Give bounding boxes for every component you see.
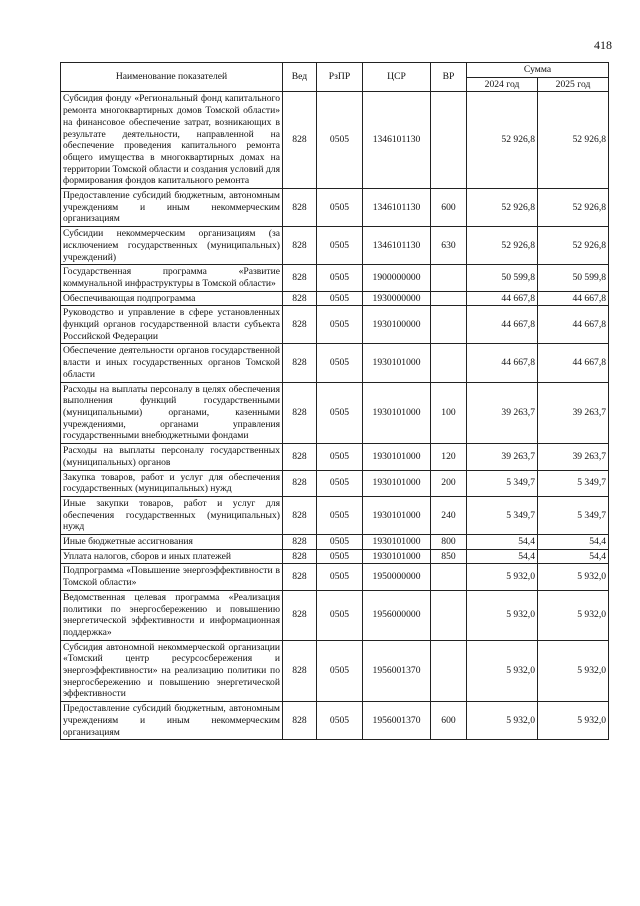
cell-rzpr: 0505 <box>317 564 363 590</box>
cell-ved: 828 <box>283 382 317 444</box>
cell-ved: 828 <box>283 590 317 640</box>
cell-sum-2024: 5 932,0 <box>467 640 538 702</box>
header-row <box>61 63 609 78</box>
cell-csr: 1930100000 <box>363 306 431 344</box>
table-row <box>61 189 609 227</box>
table-row <box>61 444 609 470</box>
header-name: Наименование показателей <box>61 63 283 92</box>
cell-sum-2025: 5 932,0 <box>538 702 609 740</box>
cell-csr: 1930101000 <box>363 344 431 382</box>
cell-sum-2025: 54,4 <box>538 535 609 550</box>
cell-sum-2024: 5 349,7 <box>467 470 538 496</box>
cell-sum-2025: 52 926,8 <box>538 227 609 265</box>
header-year-2025: 2025 год <box>538 77 609 92</box>
cell-rzpr: 0505 <box>317 496 363 534</box>
cell-rzpr: 0505 <box>317 702 363 740</box>
cell-sum-2025: 39 263,7 <box>538 444 609 470</box>
table-row <box>61 92 609 189</box>
cell-rzpr: 0505 <box>317 344 363 382</box>
cell-vr <box>431 564 467 590</box>
cell-name: Ведомственная целевая программа «Реализация политики по энергосбережению и повышению энергетической эффективности и информационная поддержка» <box>61 590 283 640</box>
cell-ved: 828 <box>283 344 317 382</box>
cell-csr: 1930101000 <box>363 444 431 470</box>
table-row <box>61 227 609 265</box>
cell-csr: 1930000000 <box>363 291 431 306</box>
cell-name: Закупка товаров, работ и услуг для обеспечения государственных (муниципальных) нужд <box>61 470 283 496</box>
cell-vr: 800 <box>431 535 467 550</box>
cell-vr: 630 <box>431 227 467 265</box>
cell-ved: 828 <box>283 564 317 590</box>
cell-rzpr: 0505 <box>317 382 363 444</box>
cell-sum-2025: 5 932,0 <box>538 590 609 640</box>
table-row <box>61 640 609 702</box>
cell-ved: 828 <box>283 92 317 189</box>
table-row <box>61 306 609 344</box>
header-ved: Вед <box>283 63 317 92</box>
cell-ved: 828 <box>283 265 317 291</box>
cell-vr: 850 <box>431 549 467 564</box>
cell-rzpr: 0505 <box>317 227 363 265</box>
cell-sum-2024: 52 926,8 <box>467 92 538 189</box>
cell-rzpr: 0505 <box>317 535 363 550</box>
cell-ved: 828 <box>283 227 317 265</box>
cell-vr <box>431 306 467 344</box>
cell-name: Обеспечение деятельности органов государственной власти и иных государственных органов Томской области <box>61 344 283 382</box>
cell-name: Иные бюджетные ассигнования <box>61 535 283 550</box>
cell-name: Предоставление субсидий бюджетным, автономным учреждениям и иным некоммерческим организациям <box>61 702 283 740</box>
cell-vr: 600 <box>431 189 467 227</box>
table-row <box>61 535 609 550</box>
cell-rzpr: 0505 <box>317 590 363 640</box>
cell-name: Руководство и управление в сфере установленных функций органов государственной власти субъекта Российской Федерации <box>61 306 283 344</box>
cell-vr <box>431 640 467 702</box>
cell-ved: 828 <box>283 444 317 470</box>
table-row <box>61 549 609 564</box>
cell-csr: 1346101130 <box>363 189 431 227</box>
cell-csr: 1930101000 <box>363 549 431 564</box>
table-row <box>61 590 609 640</box>
cell-name: Расходы на выплаты персоналу государственных (муниципальных) органов <box>61 444 283 470</box>
cell-rzpr: 0505 <box>317 640 363 702</box>
cell-sum-2024: 5 349,7 <box>467 496 538 534</box>
cell-rzpr: 0505 <box>317 189 363 227</box>
table-row <box>61 496 609 534</box>
cell-ved: 828 <box>283 470 317 496</box>
cell-csr: 1956000000 <box>363 590 431 640</box>
cell-csr: 1900000000 <box>363 265 431 291</box>
cell-csr: 1930101000 <box>363 470 431 496</box>
cell-ved: 828 <box>283 306 317 344</box>
cell-sum-2024: 39 263,7 <box>467 444 538 470</box>
cell-sum-2024: 50 599,8 <box>467 265 538 291</box>
cell-sum-2025: 39 263,7 <box>538 382 609 444</box>
cell-sum-2025: 54,4 <box>538 549 609 564</box>
cell-csr: 1346101130 <box>363 227 431 265</box>
header-rzpr: РзПР <box>317 63 363 92</box>
cell-sum-2024: 5 932,0 <box>467 590 538 640</box>
cell-sum-2025: 5 349,7 <box>538 496 609 534</box>
cell-name: Государственная программа «Развитие коммунальной инфраструктуры в Томской области» <box>61 265 283 291</box>
cell-ved: 828 <box>283 549 317 564</box>
table-row <box>61 470 609 496</box>
cell-vr: 100 <box>431 382 467 444</box>
cell-sum-2024: 54,4 <box>467 535 538 550</box>
cell-csr: 1930101000 <box>363 496 431 534</box>
cell-vr: 600 <box>431 702 467 740</box>
cell-sum-2024: 52 926,8 <box>467 227 538 265</box>
cell-csr: 1930101000 <box>363 382 431 444</box>
cell-name: Субсидия автономной некоммерческой организации «Томский центр ресурсосбережения и энергоэффективности» на реализацию политики по энергосбережению и повышению энергетической эффективности <box>61 640 283 702</box>
header-csr: ЦСР <box>363 63 431 92</box>
cell-csr: 1950000000 <box>363 564 431 590</box>
cell-name: Субсидия фонду «Региональный фонд капитального ремонта многоквартирных домов Томской области» на финансовое обеспечение затрат, возникающих в результате деятельности, направленной на обеспечение проведения капитального ремонта общего имущества в многоквартирных домах на территории Томской области и создания условий для формирования фондов капитального ремонта <box>61 92 283 189</box>
cell-sum-2024: 5 932,0 <box>467 564 538 590</box>
budget-table <box>60 62 609 740</box>
cell-rzpr: 0505 <box>317 265 363 291</box>
cell-sum-2024: 52 926,8 <box>467 189 538 227</box>
cell-csr: 1956001370 <box>363 640 431 702</box>
cell-rzpr: 0505 <box>317 549 363 564</box>
cell-vr <box>431 344 467 382</box>
cell-rzpr: 0505 <box>317 306 363 344</box>
header-sum: Сумма <box>467 63 609 78</box>
cell-name: Субсидии некоммерческим организациям (за исключением государственных (муниципальных) учреждений) <box>61 227 283 265</box>
cell-sum-2025: 5 932,0 <box>538 640 609 702</box>
cell-rzpr: 0505 <box>317 444 363 470</box>
table-row <box>61 265 609 291</box>
cell-csr: 1956001370 <box>363 702 431 740</box>
header-vr: ВР <box>431 63 467 92</box>
cell-ved: 828 <box>283 535 317 550</box>
cell-vr <box>431 291 467 306</box>
cell-name: Подпрограмма «Повышение энергоэффективности в Томской области» <box>61 564 283 590</box>
table-row <box>61 291 609 306</box>
cell-ved: 828 <box>283 496 317 534</box>
cell-vr <box>431 265 467 291</box>
cell-rzpr: 0505 <box>317 92 363 189</box>
cell-sum-2024: 44 667,8 <box>467 344 538 382</box>
cell-vr: 200 <box>431 470 467 496</box>
table-row <box>61 382 609 444</box>
cell-rzpr: 0505 <box>317 291 363 306</box>
cell-sum-2024: 44 667,8 <box>467 291 538 306</box>
cell-sum-2025: 44 667,8 <box>538 306 609 344</box>
cell-vr: 120 <box>431 444 467 470</box>
cell-sum-2024: 39 263,7 <box>467 382 538 444</box>
cell-ved: 828 <box>283 640 317 702</box>
cell-vr <box>431 590 467 640</box>
page-number: 418 <box>594 38 612 52</box>
cell-name: Иные закупки товаров, работ и услуг для обеспечения государственных (муниципальных) нужд <box>61 496 283 534</box>
cell-vr: 240 <box>431 496 467 534</box>
cell-sum-2025: 44 667,8 <box>538 291 609 306</box>
table-row <box>61 702 609 740</box>
table-row <box>61 564 609 590</box>
cell-sum-2025: 44 667,8 <box>538 344 609 382</box>
cell-name: Предоставление субсидий бюджетным, автономным учреждениям и иным некоммерческим организациям <box>61 189 283 227</box>
cell-vr <box>431 92 467 189</box>
cell-ved: 828 <box>283 291 317 306</box>
cell-csr: 1930101000 <box>363 535 431 550</box>
cell-sum-2025: 50 599,8 <box>538 265 609 291</box>
cell-ved: 828 <box>283 189 317 227</box>
table-row <box>61 344 609 382</box>
cell-name: Уплата налогов, сборов и иных платежей <box>61 549 283 564</box>
cell-sum-2024: 54,4 <box>467 549 538 564</box>
cell-name: Обеспечивающая подпрограмма <box>61 291 283 306</box>
cell-csr: 1346101130 <box>363 92 431 189</box>
cell-sum-2025: 5 349,7 <box>538 470 609 496</box>
cell-sum-2024: 5 932,0 <box>467 702 538 740</box>
cell-rzpr: 0505 <box>317 470 363 496</box>
cell-name: Расходы на выплаты персоналу в целях обеспечения выполнения функций государственными (муниципальными) органами, казенными учреждениями, органами управления государственными внебюджетными фондами <box>61 382 283 444</box>
cell-sum-2024: 44 667,8 <box>467 306 538 344</box>
cell-sum-2025: 5 932,0 <box>538 564 609 590</box>
cell-sum-2025: 52 926,8 <box>538 189 609 227</box>
cell-sum-2025: 52 926,8 <box>538 92 609 189</box>
cell-ved: 828 <box>283 702 317 740</box>
header-year-2024: 2024 год <box>467 77 538 92</box>
